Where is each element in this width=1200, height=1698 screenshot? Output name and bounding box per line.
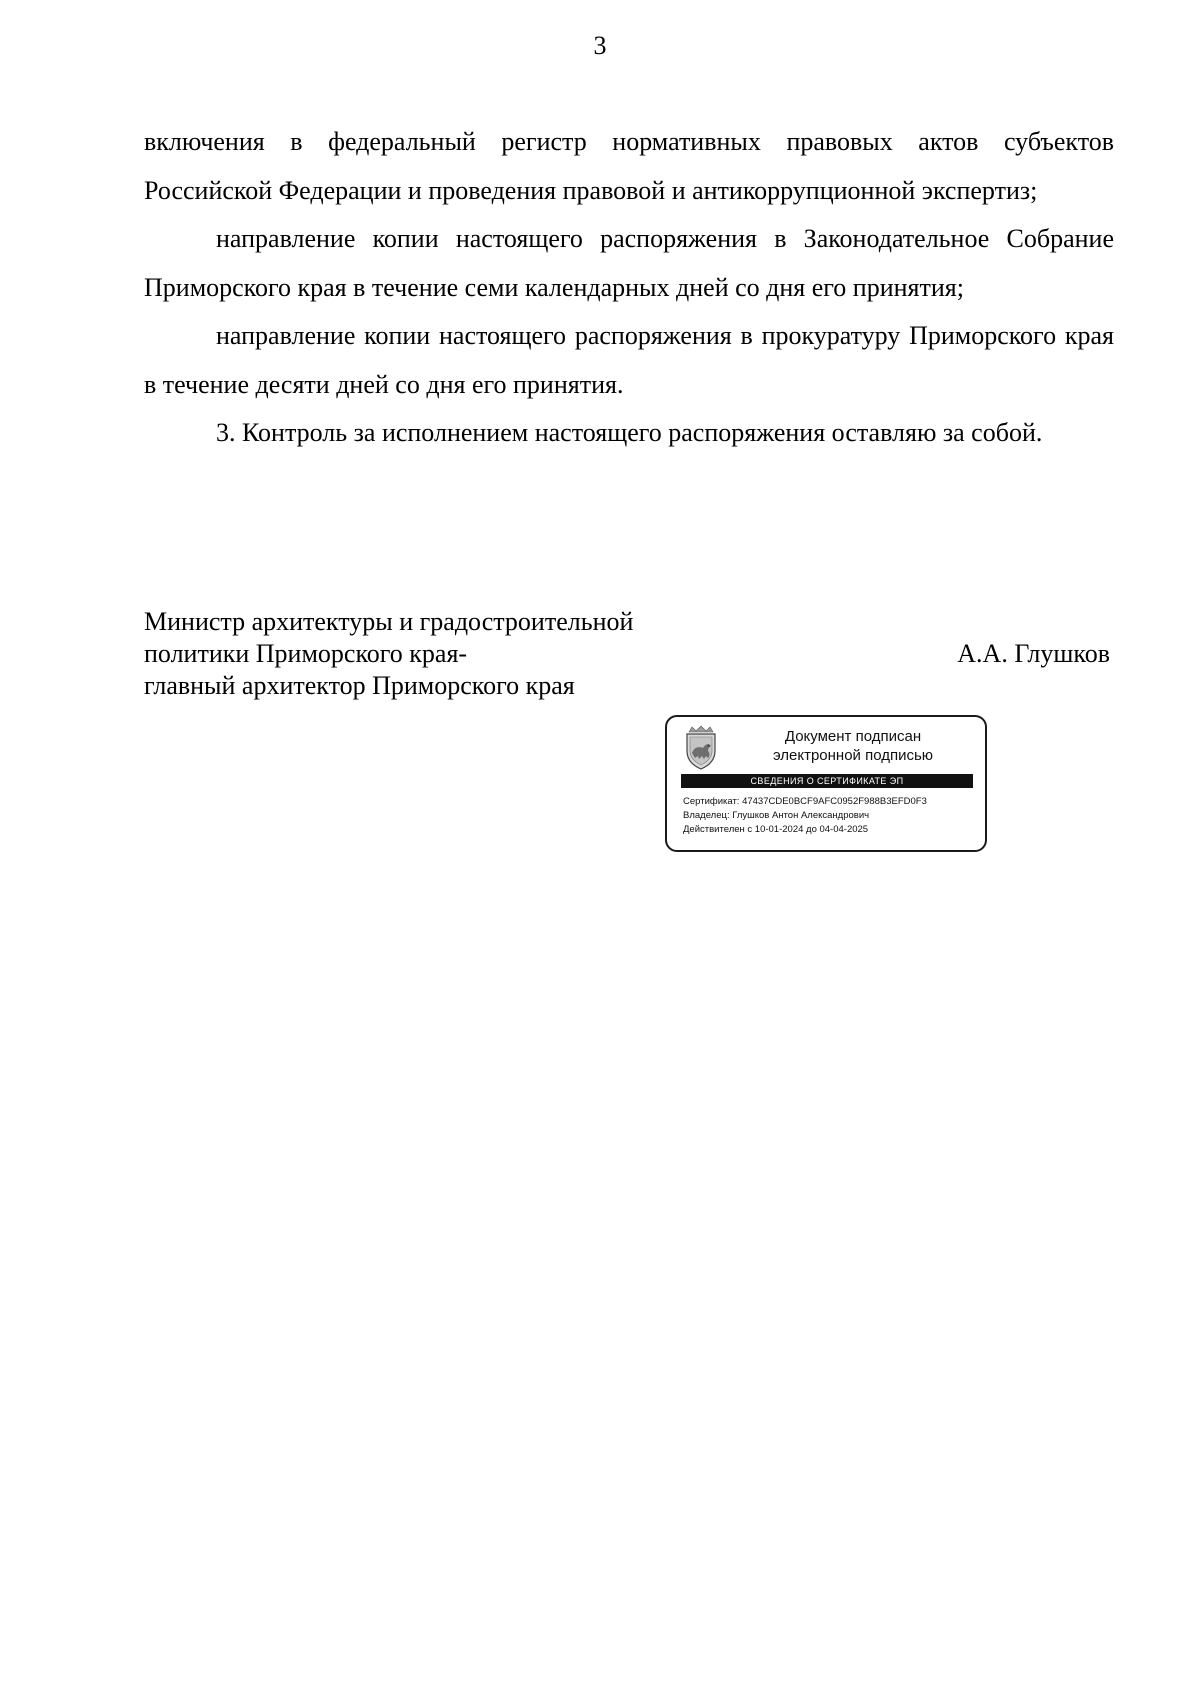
paragraph-control: 3. Контроль за исполнением настоящего распоряжения оставляю за собой. (216, 418, 1043, 447)
signer-position-line: Министр архитектуры и градостроительной (144, 607, 634, 636)
signer-position-line: политики Приморского края- (144, 639, 468, 668)
electronic-signature-stamp (665, 715, 987, 852)
esignature-title-line: электронной подписью (772, 747, 934, 764)
certificate-details (683, 795, 927, 837)
certificate-number: Сертификат: 47437CDE0BCF9AFC0952F988B3EFD0F3 (683, 796, 927, 807)
certificate-info-bar: СВЕДЕНИЯ О СЕРТИФИКАТЕ ЭП (681, 774, 973, 788)
paragraph-legislative-assembly: направление копии настоящего распоряжения в Законодательное Собрание Приморского края в течение семи календарных дней со дня его принятия; (144, 224, 1114, 302)
signer-position (144, 606, 633, 702)
esignature-title (729, 727, 977, 765)
signer-position-line: главный архитектор Приморского края (144, 671, 575, 700)
signer-name: А.А. Глушков (957, 639, 1110, 668)
paragraph-prosecutor: направление копии настоящего распоряжения в прокуратуру Приморского края в течение десяти дней со дня его принятия. (144, 321, 1114, 399)
esignature-title-line: Документ подписан (784, 728, 922, 745)
coat-of-arms-icon (681, 725, 721, 771)
certificate-validity: Действителен с 10-01-2024 до 04-04-2025 (683, 824, 869, 835)
page-number: 3 (593, 31, 607, 60)
certificate-owner: Владелец: Глушков Антон Александрович (683, 810, 870, 821)
document-body (144, 118, 1114, 458)
paragraph-continuation: включения в федеральный регистр нормативных правовых актов субъектов Российской Федерации и проведения правовой и антикоррупционной экспертиз; (144, 127, 1114, 205)
